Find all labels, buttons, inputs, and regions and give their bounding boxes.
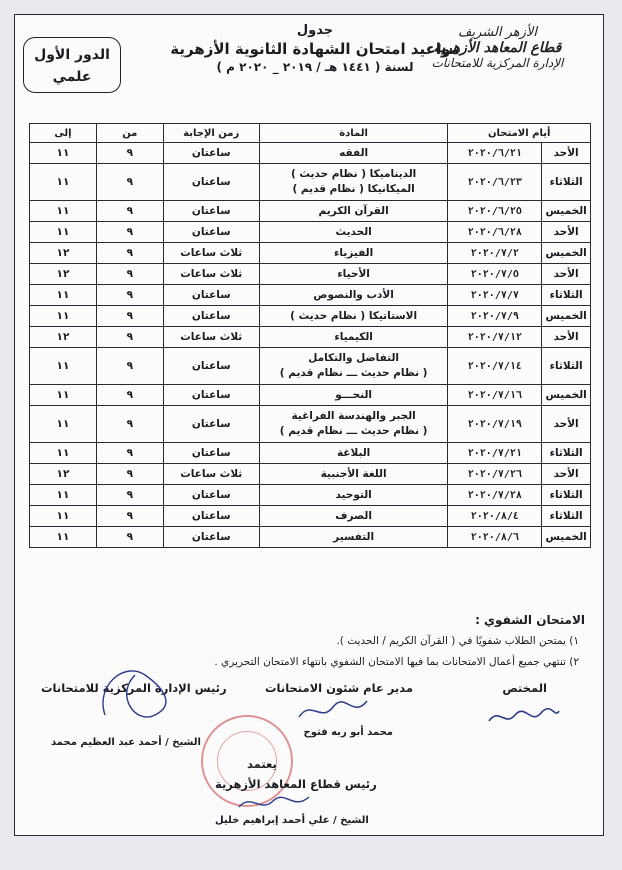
subject-line-1: الجبر والهندسة الفراغية (291, 410, 416, 422)
oral-exam-title: الامتحان الشفوي : (475, 613, 585, 627)
subject-line-1: الديناميكا ( نظام حديث ) (290, 168, 417, 180)
date-cell: ٢٠٢٠/٧/١٤ (448, 348, 542, 385)
from-cell: ٩ (96, 385, 163, 406)
duration-cell: ثلاث ساعات (163, 243, 259, 264)
to-cell: ١١ (30, 285, 97, 306)
schedule-table (29, 123, 591, 548)
subject-cell (259, 506, 448, 527)
table-row (30, 464, 591, 485)
central-admin-signature (85, 655, 195, 725)
duration-cell: ساعتان (163, 143, 259, 164)
central-admin-title: رئيس الإدارة المركزية للامتحانات (41, 681, 227, 695)
subject-line-1: التفسير (333, 530, 375, 543)
subject-cell (259, 464, 448, 485)
duration-cell: ساعتان (163, 443, 259, 464)
day-cell: الخميس (542, 385, 591, 406)
date-cell: ٢٠٢٠/٦/٢٥ (448, 201, 542, 222)
duration-cell: ساعتان (163, 222, 259, 243)
table-row (30, 406, 591, 443)
org-line-2: قطاع المعاهد الأزهرية (433, 40, 562, 56)
subject-line-1: الفقه (339, 146, 369, 159)
day-cell: الأحد (542, 327, 591, 348)
subject-cell (259, 264, 448, 285)
table-row (30, 264, 591, 285)
subject-line-1: اللغة الأجنبية (320, 467, 387, 480)
round-label: الدور الأول (34, 47, 110, 63)
sector-head-name: الشيخ / علي أحمد إبراهيم خليل (215, 815, 369, 826)
day-cell: الخميس (542, 201, 591, 222)
to-cell: ١٢ (30, 327, 97, 348)
duration-cell: ثلاث ساعات (163, 327, 259, 348)
round-badge (23, 37, 121, 93)
table-row (30, 285, 591, 306)
date-cell: ٢٠٢٠/٦/٢٨ (448, 222, 542, 243)
from-cell: ٩ (96, 243, 163, 264)
to-cell: ١١ (30, 527, 97, 548)
table-row (30, 348, 591, 385)
from-cell: ٩ (96, 201, 163, 222)
to-cell: ١١ (30, 443, 97, 464)
sector-head-signature (235, 791, 315, 815)
from-cell: ٩ (96, 506, 163, 527)
table-row (30, 527, 591, 548)
duration-cell: ساعتان (163, 485, 259, 506)
subject-line-1: الصرف (335, 509, 372, 522)
to-cell: ١١ (30, 406, 97, 443)
from-cell: ٩ (96, 306, 163, 327)
table-row (30, 443, 591, 464)
subject-line-1: التوحيد (335, 488, 372, 501)
date-cell: ٢٠٢٠/٧/٢١ (448, 443, 542, 464)
subject-cell (259, 485, 448, 506)
section-label: علمي (52, 69, 92, 85)
header-day: أيام الامتحان (448, 124, 591, 143)
subject-line-1: الأدب والنصوص (313, 288, 394, 301)
from-cell: ٩ (96, 485, 163, 506)
director-title: مدير عام شئون الامتحانات (265, 681, 413, 695)
oral-note-1: ١) يمتحن الطلاب شفويًا في ( القرآن الكريم / الحديث ). (336, 635, 579, 647)
subject-line-1: البلاغة (336, 446, 371, 459)
to-cell: ١١ (30, 385, 97, 406)
day-cell: الخميس (542, 527, 591, 548)
subject-cell (259, 243, 448, 264)
from-cell: ٩ (96, 164, 163, 201)
subject-line-1: الكيمياء (334, 330, 373, 343)
date-cell: ٢٠٢٠/٧/١٩ (448, 406, 542, 443)
from-cell: ٩ (96, 406, 163, 443)
table-row (30, 164, 591, 201)
specialist-signature (485, 703, 563, 731)
duration-cell: ساعتان (163, 285, 259, 306)
title-line-1: جدول (296, 23, 334, 38)
to-cell: ١٢ (30, 264, 97, 285)
subject-line-1: التفاضل والتكامل (308, 352, 399, 364)
subject-cell (259, 527, 448, 548)
to-cell: ١٢ (30, 464, 97, 485)
to-cell: ١١ (30, 201, 97, 222)
central-admin-name: الشيخ / أحمد عبد العظيم محمد (51, 737, 201, 748)
day-cell: الأحد (542, 222, 591, 243)
table-row (30, 506, 591, 527)
date-cell: ٢٠٢٠/٧/٢٨ (448, 485, 542, 506)
subject-cell (259, 443, 448, 464)
director-name: محمد أبو ربه فتوح (303, 727, 393, 738)
table-row (30, 143, 591, 164)
from-cell: ٩ (96, 327, 163, 348)
to-cell: ١٢ (30, 243, 97, 264)
date-cell: ٢٠٢٠/٧/١٦ (448, 385, 542, 406)
subject-line-1: الأحياء (337, 267, 370, 280)
subject-line-1: الفيزياء (334, 246, 374, 259)
duration-cell: ساعتان (163, 348, 259, 385)
table-row (30, 485, 591, 506)
day-cell: الأحد (542, 464, 591, 485)
subject-line-2: ( نظام حديث ـــ نظام قديم ) (279, 367, 428, 379)
title-line-3: لسنة ( ١٤٤١ هـ / ٢٠١٩ _ ٢٠٢٠ م ) (216, 60, 414, 74)
to-cell: ١١ (30, 143, 97, 164)
duration-cell: ساعتان (163, 506, 259, 527)
day-cell: الخميس (542, 243, 591, 264)
from-cell: ٩ (96, 285, 163, 306)
to-cell: ١١ (30, 306, 97, 327)
date-cell: ٢٠٢٠/٧/٢٦ (448, 464, 542, 485)
from-cell: ٩ (96, 527, 163, 548)
table-row (30, 306, 591, 327)
sector-head-title: رئيس قطاع المعاهد الأزهرية (215, 777, 377, 791)
duration-cell: ساعتان (163, 406, 259, 443)
day-cell: الأحد (542, 406, 591, 443)
subject-line-1: النحـــو (335, 388, 372, 401)
document-title (155, 23, 475, 74)
table-row (30, 201, 591, 222)
table-row (30, 327, 591, 348)
date-cell: ٢٠٢٠/٦/٢٣ (448, 164, 542, 201)
from-cell: ٩ (96, 222, 163, 243)
subject-line-1: الحديث (335, 225, 372, 238)
header-from: من (96, 124, 163, 143)
to-cell: ١١ (30, 485, 97, 506)
date-cell: ٢٠٢٠/٨/٤ (448, 506, 542, 527)
subject-cell (259, 348, 448, 385)
subject-cell (259, 306, 448, 327)
date-cell: ٢٠٢٠/٧/٢ (448, 243, 542, 264)
from-cell: ٩ (96, 264, 163, 285)
date-cell: ٢٠٢٠/٧/٧ (448, 285, 542, 306)
day-cell: الثلاثاء (542, 443, 591, 464)
from-cell: ٩ (96, 143, 163, 164)
table-row (30, 385, 591, 406)
day-cell: الأحد (542, 143, 591, 164)
subject-cell (259, 406, 448, 443)
day-cell: الأحد (542, 264, 591, 285)
approval-label: يعتمد (247, 757, 277, 771)
duration-cell: ساعتان (163, 164, 259, 201)
header-duration: زمن الإجابة (163, 124, 259, 143)
date-cell: ٢٠٢٠/٧/١٢ (448, 327, 542, 348)
director-signature (293, 693, 373, 727)
subject-line-2: ( نظام حديث ـــ نظام قديم ) (279, 425, 428, 437)
to-cell: ١١ (30, 506, 97, 527)
title-line-2: مواعيد امتحان الشهادة الثانوية الأزهرية (170, 40, 460, 58)
from-cell: ٩ (96, 464, 163, 485)
date-cell: ٢٠٢٠/٨/٦ (448, 527, 542, 548)
day-cell: الثلاثاء (542, 485, 591, 506)
day-cell: الثلاثاء (542, 285, 591, 306)
from-cell: ٩ (96, 348, 163, 385)
to-cell: ١١ (30, 164, 97, 201)
specialist-title: المختص (502, 681, 547, 695)
oral-note-2: ٢) تنتهي جميع أعمال الامتحانات بما فيها الامتحان الشفوي بانتهاء الامتحان التحريري . (214, 656, 579, 668)
subject-cell (259, 201, 448, 222)
table-header-row (30, 124, 591, 143)
duration-cell: ثلاث ساعات (163, 464, 259, 485)
duration-cell: ساعتان (163, 201, 259, 222)
subject-cell (259, 143, 448, 164)
subject-line-1: الاستاتيكا ( نظام حديث ) (290, 309, 418, 322)
duration-cell: ساعتان (163, 385, 259, 406)
subject-cell (259, 164, 448, 201)
subject-cell (259, 327, 448, 348)
table-row (30, 222, 591, 243)
day-cell: الثلاثاء (542, 506, 591, 527)
duration-cell: ساعتان (163, 527, 259, 548)
exam-schedule-document (14, 14, 604, 836)
to-cell: ١١ (30, 348, 97, 385)
day-cell: الخميس (542, 306, 591, 327)
to-cell: ١١ (30, 222, 97, 243)
header-to: إلى (30, 124, 97, 143)
day-cell: الثلاثاء (542, 348, 591, 385)
org-line-3: الإدارة المركزية للامتحانات (431, 56, 564, 70)
date-cell: ٢٠٢٠/٧/٥ (448, 264, 542, 285)
subject-cell (259, 222, 448, 243)
subject-line-2: الميكانيكا ( نظام قديم ) (292, 183, 415, 195)
schedule-body (30, 143, 591, 548)
date-cell: ٢٠٢٠/٧/٩ (448, 306, 542, 327)
from-cell: ٩ (96, 443, 163, 464)
header-subject: المادة (259, 124, 448, 143)
table-row (30, 243, 591, 264)
duration-cell: ثلاث ساعات (163, 264, 259, 285)
date-cell: ٢٠٢٠/٦/٢١ (448, 143, 542, 164)
subject-cell (259, 285, 448, 306)
org-line-1: الأزهر الشريف (458, 25, 537, 40)
subject-cell (259, 385, 448, 406)
duration-cell: ساعتان (163, 306, 259, 327)
day-cell: الثلاثاء (542, 164, 591, 201)
subject-line-1: القرآن الكريم (318, 204, 389, 217)
